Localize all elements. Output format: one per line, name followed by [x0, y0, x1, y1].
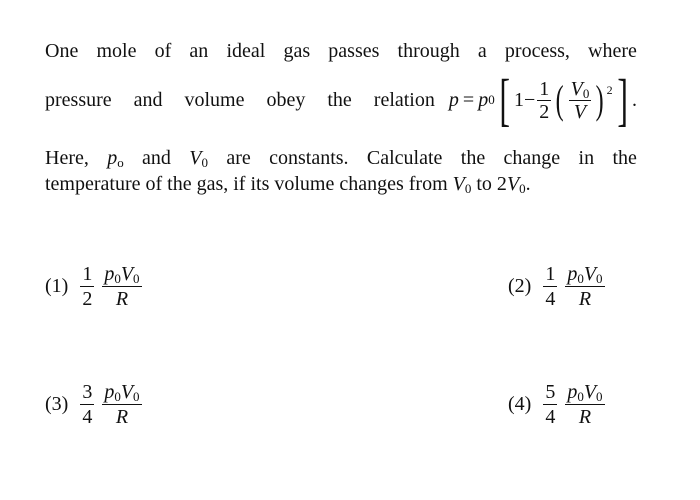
half-fraction [537, 78, 551, 123]
v0-sub: 0 [596, 389, 603, 404]
coefficient-denominator: 2 [82, 288, 93, 310]
v0-symbol: V [570, 77, 583, 100]
line-4-to: to 2 [471, 173, 507, 195]
option-fraction [565, 262, 604, 311]
word: a [477, 40, 487, 62]
word: pressure [45, 89, 112, 111]
word: through [397, 40, 460, 62]
option-label: (2) [508, 275, 532, 297]
word: One [45, 40, 79, 62]
word: and [142, 147, 171, 169]
word: gas [283, 40, 311, 62]
option-4[interactable] [508, 380, 607, 429]
question-line-4 [45, 171, 637, 197]
formula-p: p [448, 89, 459, 111]
formula-minus: − [524, 89, 536, 111]
word: passes [328, 40, 380, 62]
fraction-denominator [114, 287, 130, 311]
v0-sub: 0 [133, 389, 140, 404]
p0-sub: 0 [114, 271, 121, 286]
option-fraction [102, 380, 141, 429]
coefficient-denominator: 4 [82, 406, 93, 428]
option-2[interactable] [508, 262, 607, 311]
p0-sub: o [117, 155, 124, 170]
formula-equals: = [462, 89, 475, 111]
v0-sub: 0 [133, 271, 140, 286]
fraction-numerator [565, 262, 604, 287]
v0-symbol: V [452, 173, 465, 195]
p0-sub: 0 [114, 389, 121, 404]
word: mole [96, 40, 137, 62]
option-label: (3) [45, 393, 69, 415]
option-coefficient [543, 380, 557, 429]
v0-symbol: V [120, 263, 134, 285]
p0-sub: 0 [577, 271, 584, 286]
option-3[interactable] [45, 380, 144, 429]
word: the [612, 147, 637, 169]
v0-sub: 0 [596, 271, 603, 286]
p0-symbol: p [104, 381, 115, 403]
question-line-2-text [45, 87, 449, 113]
right-paren: ) [596, 77, 605, 122]
fraction-numerator [565, 380, 604, 405]
right-bracket: ] [617, 67, 628, 132]
volume-ratio-denominator [572, 101, 588, 123]
word: where [588, 40, 637, 62]
v0-symbol: V [583, 381, 597, 403]
fraction-denominator [577, 287, 593, 311]
p0-symbol: p [104, 263, 115, 285]
v0-symbol: V [583, 263, 597, 285]
formula-p0: p [478, 89, 489, 111]
volume-ratio-fraction [569, 78, 592, 123]
word: relation [373, 89, 435, 111]
p0-sub: 0 [577, 389, 584, 404]
word: ideal [226, 40, 266, 62]
word: the [460, 147, 486, 169]
v0-symbol: V [189, 147, 202, 169]
v0-symbol: V [506, 173, 520, 195]
word: change [503, 147, 561, 169]
coefficient-denominator: 4 [545, 406, 556, 428]
coefficient-denominator: 4 [545, 288, 556, 310]
word: Here, [45, 147, 89, 169]
word: process, [504, 40, 570, 62]
option-label: (4) [508, 393, 532, 415]
word: in [578, 147, 595, 169]
volume-ratio-numerator [569, 78, 592, 101]
p0-symbol: p [567, 381, 578, 403]
line-4-text: temperature of the gas, if its volume changes from [45, 173, 453, 195]
p0-symbol: p [567, 263, 578, 285]
option-fraction [102, 262, 141, 311]
option-coefficient [80, 262, 94, 311]
p0-symbol: p [107, 147, 118, 169]
pressure-volume-formula: p = p 0 [ 1 − $\frac{1}{2}$ ( $\frac{V_0}{V}$ ) 2 ] . [448, 67, 637, 132]
p0-term [107, 145, 124, 171]
word: and [133, 89, 163, 111]
coefficient-numerator: 3 [82, 381, 93, 403]
option-coefficient [543, 262, 557, 311]
option-label: (1) [45, 275, 69, 297]
word: the [327, 89, 352, 111]
coefficient-numerator: 1 [82, 263, 93, 285]
coefficient-numerator: 1 [545, 263, 556, 285]
v0-sub: 0 [201, 155, 208, 170]
v0-sub: 0 [519, 181, 526, 196]
word: constants. [269, 147, 349, 169]
r-symbol: R [578, 288, 592, 310]
word: an [189, 40, 209, 62]
exponent: 2 [606, 83, 613, 97]
v0-sub: 0 [582, 85, 590, 101]
question-line-3 [45, 145, 637, 171]
option-coefficient [80, 380, 94, 429]
left-bracket: [ [499, 67, 510, 132]
left-paren: ( [555, 77, 564, 122]
formula-period: . [632, 89, 637, 111]
r-symbol: R [115, 406, 129, 428]
r-symbol: R [115, 288, 129, 310]
word: Calculate [366, 147, 443, 169]
half-numerator: 1 [539, 77, 550, 100]
coefficient-numerator: 5 [545, 381, 556, 403]
word: volume [184, 89, 245, 111]
option-1[interactable] [45, 262, 144, 311]
line-4-end: . [525, 173, 531, 195]
v0-term [189, 145, 208, 171]
v-symbol: V [573, 100, 587, 123]
question-line-2 [45, 60, 637, 140]
fraction-denominator [577, 405, 593, 429]
formula-one: 1 [514, 89, 525, 111]
word: are [226, 147, 251, 169]
fraction-numerator [102, 380, 141, 405]
half-denominator: 2 [539, 100, 550, 123]
v0-symbol: V [120, 381, 134, 403]
fraction-denominator [114, 405, 130, 429]
v0-sub: 0 [464, 181, 472, 196]
option-fraction [565, 380, 604, 429]
r-symbol: R [578, 406, 592, 428]
word: of [154, 40, 172, 62]
fraction-numerator [102, 262, 141, 287]
word: obey [266, 89, 306, 111]
